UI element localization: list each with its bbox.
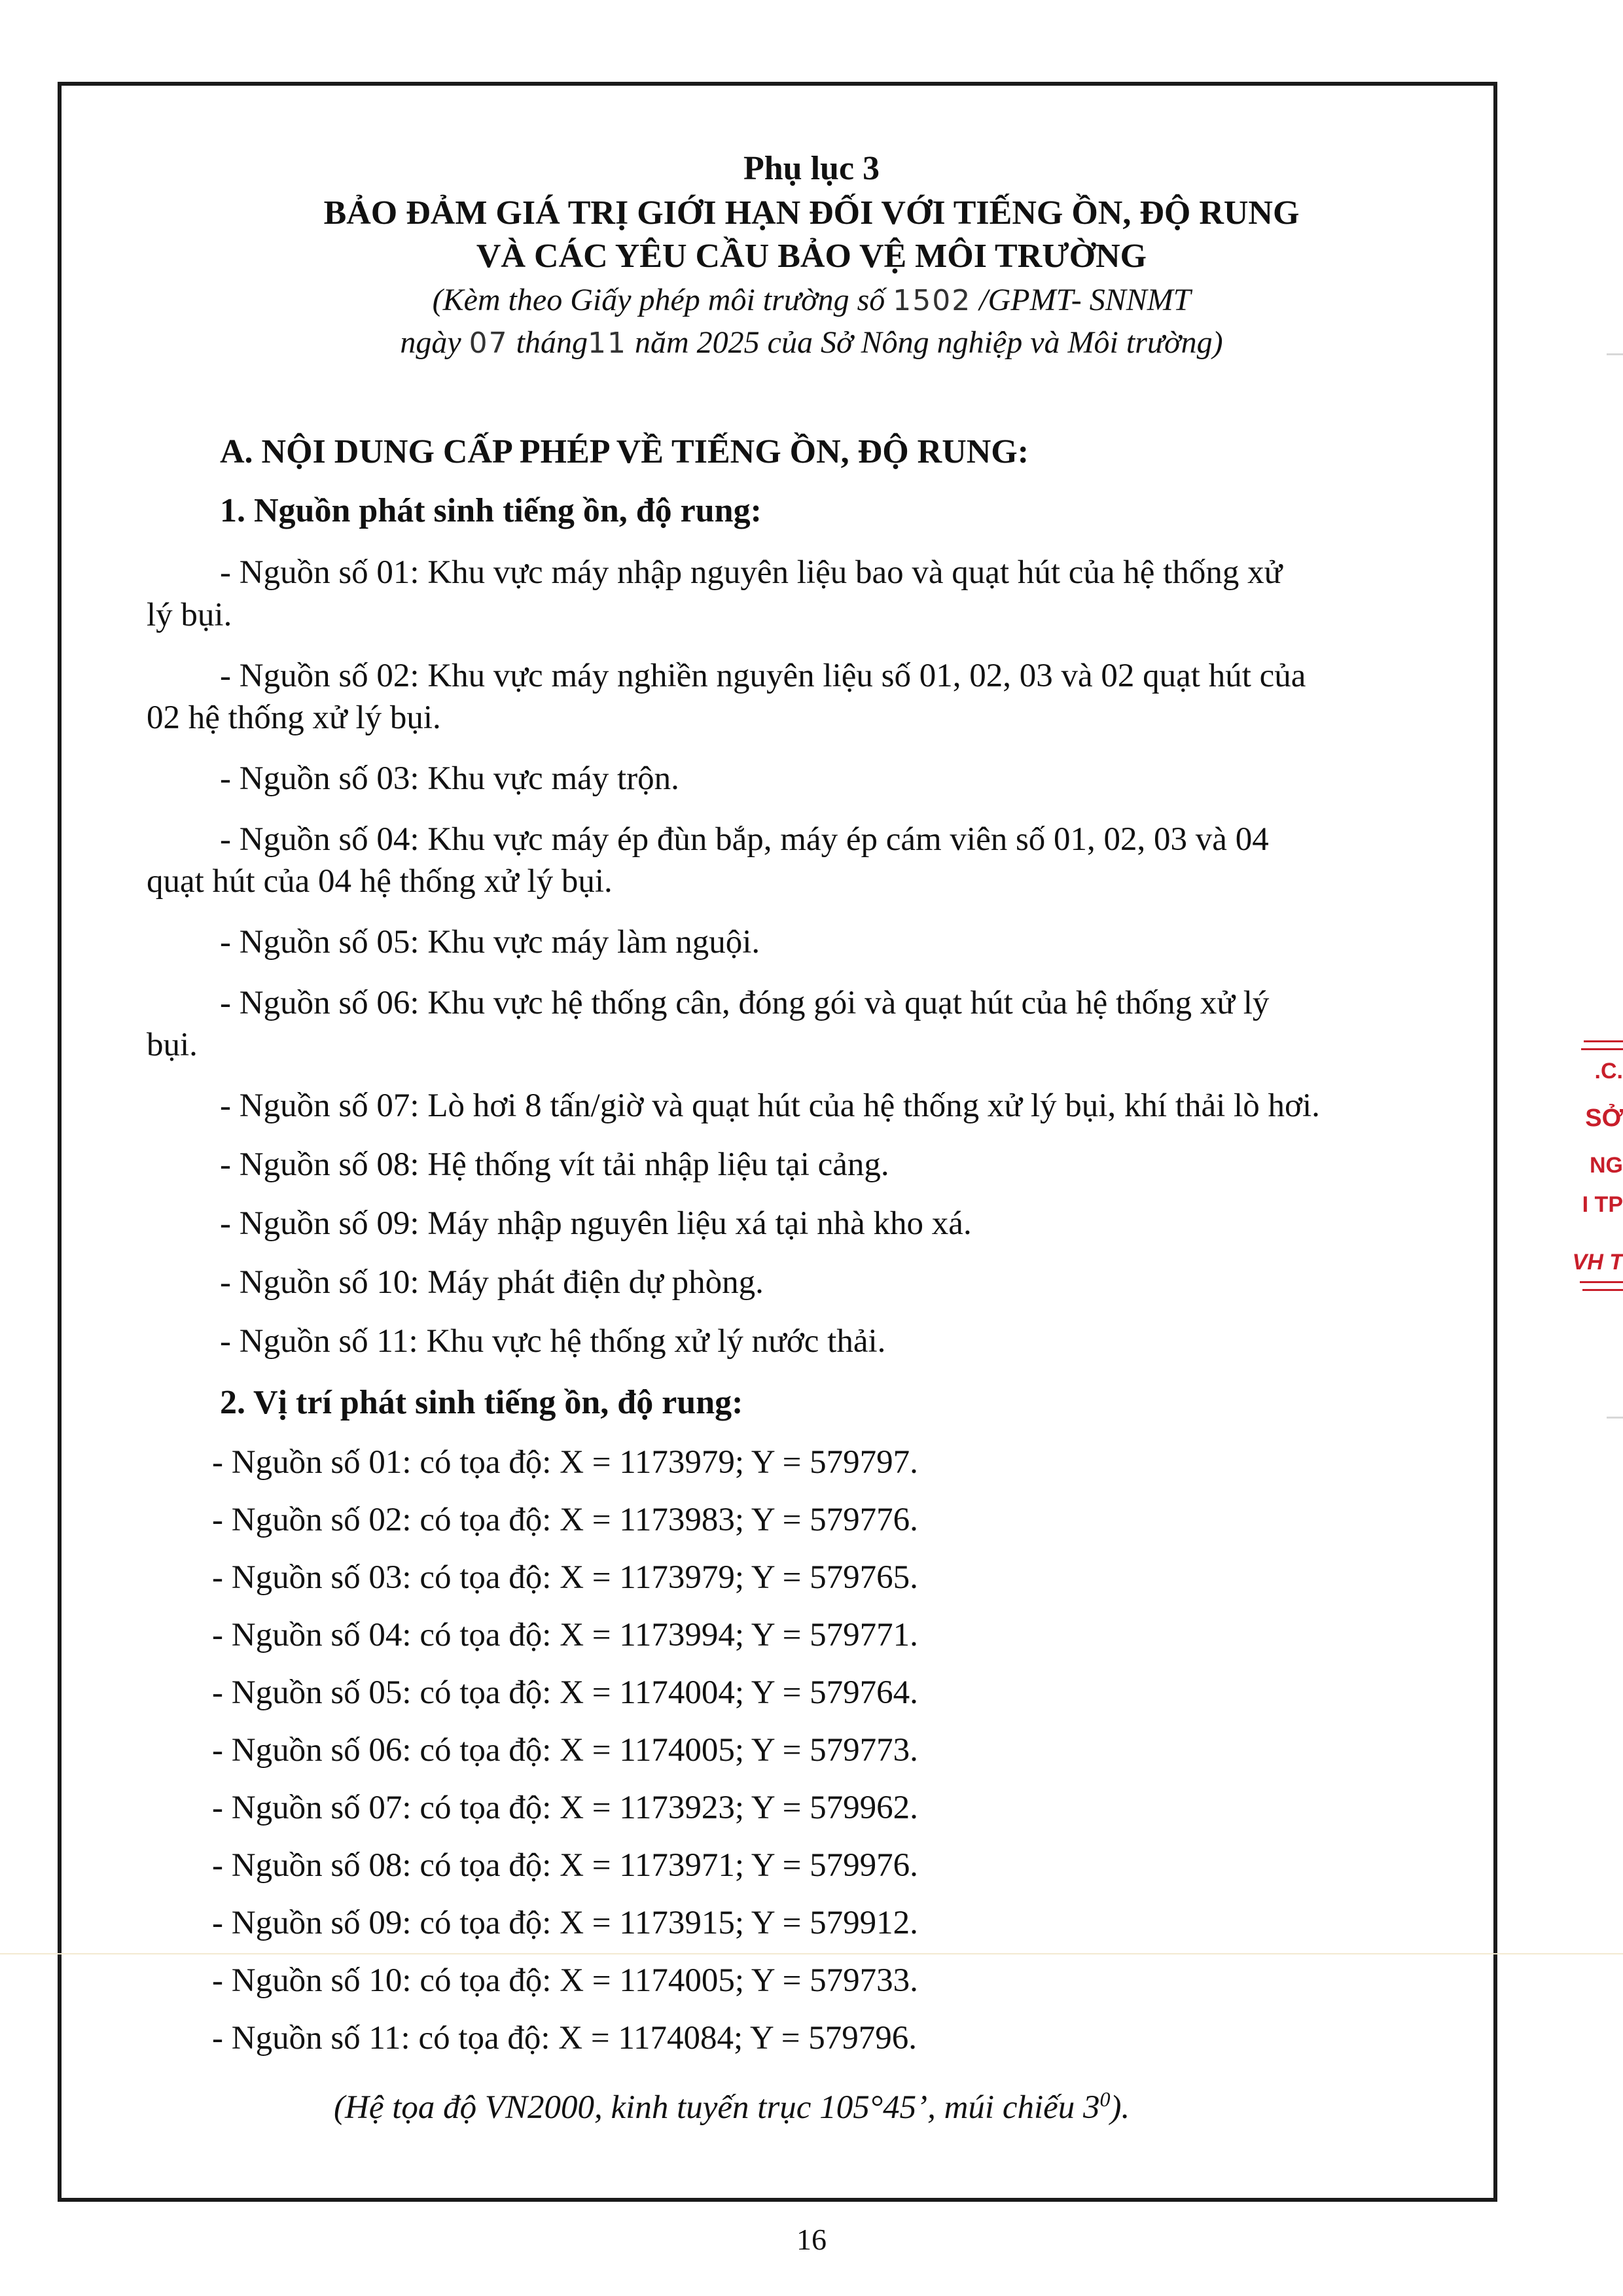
subtitle-line-1: [0, 285, 1623, 316]
date-prefix: ngày: [400, 325, 469, 360]
note-closing: ).: [1110, 2089, 1130, 2126]
note-text: (Hệ tọa độ VN2000, kinh tuyến trục 105°45’, múi chiếu 3: [334, 2089, 1100, 2126]
subtitle-suffix: /GPMT- SNNMT: [971, 283, 1191, 317]
source-line: - Nguồn số 01: Khu vực máy nhập nguyên liệu bao và quạt hút của hệ thống xử: [220, 554, 1283, 591]
location-line: - Nguồn số 11: có tọa độ: X = 1174084; Y = 579796.: [212, 2020, 917, 2057]
stamp-rule: [1582, 1289, 1623, 1291]
source-line: lý bụi.: [147, 597, 232, 633]
stamp-text: SỞ: [1585, 1104, 1623, 1132]
location-line: - Nguồn số 05: có tọa độ: X = 1174004; Y = 579764.: [212, 1674, 918, 1711]
source-line: - Nguồn số 09: Máy nhập nguyên liệu xá tại nhà kho xá.: [220, 1205, 972, 1242]
page-border-frame: [58, 82, 1497, 2202]
subtitle-line-2: [0, 327, 1623, 359]
stamp-text: I TP: [1582, 1192, 1623, 1217]
appendix-label: Phụ lục 3: [743, 150, 880, 187]
source-line: - Nguồn số 08: Hệ thống vít tải nhập liệu tại cảng.: [220, 1146, 889, 1183]
stamp-rule: [1580, 1281, 1623, 1283]
scan-mark: [1607, 1417, 1623, 1419]
source-line: quạt hút của 04 hệ thống xử lý bụi.: [147, 863, 613, 900]
note-superscript: 0: [1099, 2087, 1111, 2111]
source-line: - Nguồn số 04: Khu vực máy ép đùn bắp, máy ép cám viên số 01, 02, 03 và 04: [220, 821, 1269, 858]
title-line-2: VÀ CÁC YÊU CẦU BẢO VỆ MÔI TRƯỜNG: [476, 238, 1147, 275]
stamp-text: VH T: [1572, 1250, 1623, 1275]
location-line: - Nguồn số 03: có tọa độ: X = 1173979; Y = 579765.: [212, 1559, 918, 1596]
location-line: - Nguồn số 02: có tọa độ: X = 1173983; Y = 579776.: [212, 1502, 918, 1538]
stamp-rule: [1584, 1040, 1623, 1042]
source-line: - Nguồn số 03: Khu vực máy trộn.: [220, 760, 679, 797]
source-line: - Nguồn số 11: Khu vực hệ thống xử lý nước thải.: [220, 1323, 886, 1360]
red-stamp-fragment: [1552, 1040, 1623, 1315]
section-a-heading: A. NỘI DUNG CẤP PHÉP VỀ TIẾNG ỒN, ĐỘ RUNG:: [220, 433, 1029, 470]
location-line: - Nguồn số 01: có tọa độ: X = 1173979; Y = 579797.: [212, 1444, 918, 1481]
source-line: - Nguồn số 07: Lò hơi 8 tấn/giờ và quạt hút của hệ thống xử lý bụi, khí thải lò hơi.: [220, 1087, 1320, 1124]
month-label: tháng: [508, 325, 588, 360]
permit-number-handwritten: 1502: [893, 284, 972, 317]
source-line: - Nguồn số 06: Khu vực hệ thống cân, đóng gói và quạt hút của hệ thống xử lý: [220, 985, 1270, 1021]
location-line: - Nguồn số 09: có tọa độ: X = 1173915; Y = 579912.: [212, 1905, 918, 1941]
source-line: 02 hệ thống xử lý bụi.: [147, 699, 441, 736]
stamp-rule: [1581, 1048, 1623, 1050]
source-line: - Nguồn số 02: Khu vực máy nghiền nguyên liệu số 01, 02, 03 và 02 quạt hút của: [220, 658, 1306, 694]
scan-mark: [0, 1953, 1623, 1954]
coordinate-system-note: [334, 2089, 1130, 2125]
page-number: 16: [796, 2223, 827, 2256]
subsection-1-heading: 1. Nguồn phát sinh tiếng ồn, độ rung:: [220, 492, 762, 529]
location-line: - Nguồn số 08: có tọa độ: X = 1173971; Y = 579976.: [212, 1847, 918, 1884]
month-handwritten: 11: [587, 327, 627, 360]
subtitle-prefix: (Kèm theo Giấy phép môi trường số: [432, 283, 893, 317]
scan-mark: [1607, 353, 1623, 355]
title-line-1: BẢO ĐẢM GIÁ TRỊ GIỚI HẠN ĐỐI VỚI TIẾNG ỒN, ĐỘ RUNG: [323, 194, 1300, 232]
location-line: - Nguồn số 10: có tọa độ: X = 1174005; Y = 579733.: [212, 1962, 918, 1999]
source-line: bụi.: [147, 1027, 198, 1063]
date-suffix: năm 2025 của Sở Nông nghiệp và Môi trường): [626, 325, 1223, 360]
source-line: - Nguồn số 10: Máy phát điện dự phòng.: [220, 1264, 764, 1301]
location-line: - Nguồn số 06: có tọa độ: X = 1174005; Y = 579773.: [212, 1732, 918, 1769]
stamp-text: .C.: [1594, 1059, 1623, 1084]
source-line: - Nguồn số 05: Khu vực máy làm nguội.: [220, 924, 760, 961]
location-line: - Nguồn số 04: có tọa độ: X = 1173994; Y = 579771.: [212, 1617, 918, 1653]
subsection-2-heading: 2. Vị trí phát sinh tiếng ồn, độ rung:: [220, 1384, 743, 1421]
stamp-text: NG: [1590, 1153, 1623, 1178]
day-handwritten: 07: [469, 327, 508, 360]
location-line: - Nguồn số 07: có tọa độ: X = 1173923; Y = 579962.: [212, 1790, 918, 1826]
